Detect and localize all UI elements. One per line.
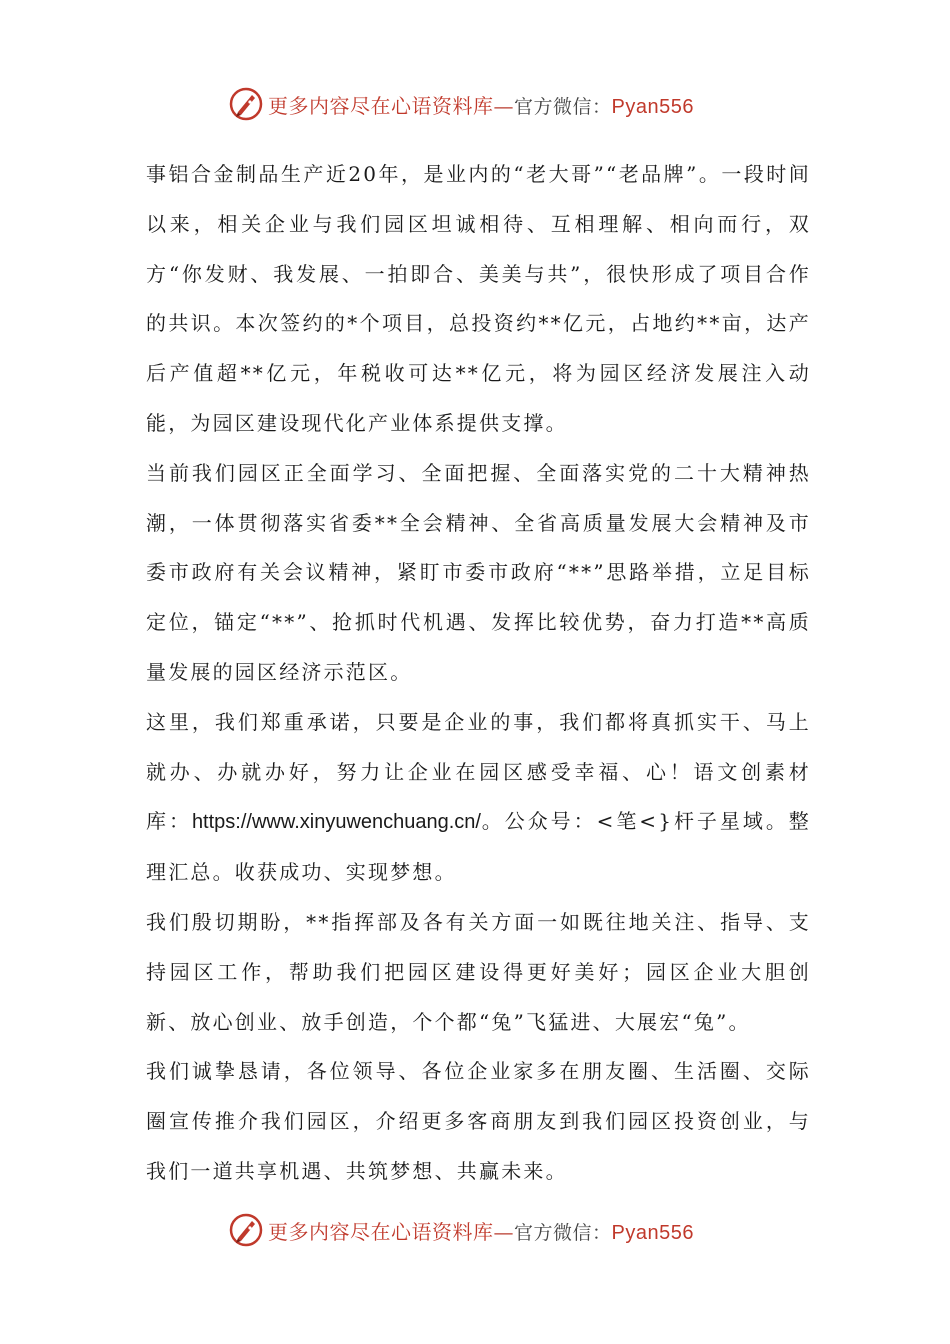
watermark-wechat-label: 官方微信： [514, 1221, 612, 1244]
watermark-wechat-label: 官方微信： [514, 95, 612, 118]
paragraph-5: 我们诚挚恳请，各位领导、各位企业家多在朋友圈、生活圈、交际圈宣传推介我们园区，介绍更多客商朋友到我们园区投资创业，与我们一道共享机遇、共筑梦想、共赢未来。 [146, 1059, 811, 1183]
pen-nib-logo-icon [228, 1212, 264, 1248]
watermark-text [268, 1216, 694, 1245]
watermark-wechat-id: Pyan556 [611, 1221, 694, 1244]
paragraph-2: 当前我们园区正全面学习、全面把握、全面落实党的二十大精神热潮，一体贯彻落实省委**全会精神、全省高质量发展大会精神及市委市政府有关会议精神，紧盯市委市政府“**”思路举措，立足目标定位，锚定“**”、抢抓时代机遇、发挥比较优势，奋力打造**高质量发展的园区经济示范区。 [146, 460, 811, 684]
watermark-wechat-id: Pyan556 [611, 95, 694, 118]
watermark-text [268, 90, 694, 119]
paragraph-1: 事铝合金制品生产近20年，是业内的“老大哥”“老品牌”。一段时间以来，相关企业与我们园区坦诚相待、互相理解、相向而行，双方“你发财、我发展、一拍即合、美美与共”，很快形成了项目合作的共识。本次签约的*个项目，总投资约**亿元，占地约**亩，达产后产值超**亿元，年税收可达**亿元，将为园区经济发展注入动能，为园区建设现代化产业体系提供支撑。 [146, 162, 811, 435]
watermark-site-text: 更多内容尽在心语资料库 [268, 1219, 494, 1244]
document-body [146, 150, 811, 1197]
pen-nib-logo-icon [228, 86, 264, 122]
paragraph-4: 我们殷切期盼，**指挥部及各有关方面一如既往地关注、指导、支持园区工作，帮助我们把园区建设得更好美好；园区企业大胆创新、放心创业、放手创造，个个都“兔”飞猛进、大展宏“兔”。 [146, 909, 811, 1034]
header-watermark[interactable] [228, 84, 728, 124]
source-url-link[interactable]: https://www.xinyuwenchuang.cn/ [191, 811, 481, 834]
watermark-site-text: 更多内容尽在心语资料库 [268, 93, 494, 118]
watermark-dash: — [493, 1219, 514, 1244]
paragraph-3-after: 。公众号：<笔<}杆子星域。整理汇总。收获成功、实现梦想。 [146, 809, 811, 885]
paragraph-3 [146, 698, 811, 898]
watermark-dash: — [493, 93, 514, 118]
footer-watermark[interactable] [228, 1210, 728, 1250]
paragraph-3-before: 这里，我们郑重承诺，只要是企业的事，我们都将真抓实干、马上就办、办就办好，努力让企业在园区感受幸福、心！语文创素材库： [146, 709, 811, 834]
